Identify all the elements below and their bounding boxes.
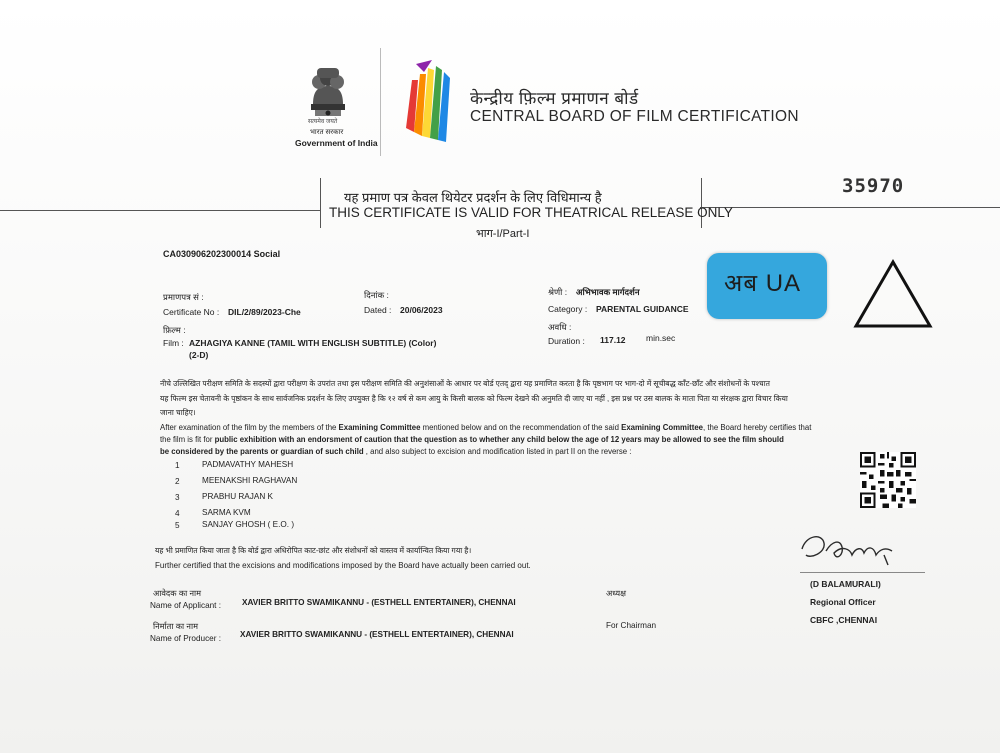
chairman-hindi: अध्यक्ष (606, 589, 626, 598)
ep-l2a: the film is fit for (160, 435, 215, 444)
serial-number: 35970 (842, 175, 905, 197)
cert-no-label: Certificate No : (163, 307, 220, 317)
committee-num-1: 1 (175, 461, 180, 470)
ep-l1c: mentioned below and on the recommendation of the said (420, 423, 622, 432)
committee-member-3: PRABHU RAJAN K (202, 492, 273, 501)
part-label: भाग-I/Part-I (476, 228, 530, 240)
ep-l3b: , and also subject to excision and modification listed in part II on the reverse : (363, 447, 632, 456)
duration-value: 117.12 (600, 335, 626, 345)
date-hindi-label: दिनांक : (364, 290, 389, 300)
header-divider (380, 48, 381, 156)
rating-badge-text: अब UA (724, 270, 802, 297)
validity-english: THIS CERTIFICATE IS VALID FOR THEATRICAL RELEASE ONLY (329, 205, 733, 220)
category-hindi-label: श्रेणी : (548, 287, 568, 297)
category-label: Category : (548, 304, 588, 314)
validity-hindi: यह प्रमाण पत्र केवल थियेटर प्रदर्शन के लिए विधिमान्य है (344, 190, 602, 205)
committee-num-3: 3 (175, 493, 180, 502)
date-value: 20/06/2023 (400, 305, 443, 315)
producer-label: Name of Producer : (150, 634, 221, 643)
producer-value: XAVIER BRITTO SWAMIKANNU - (ESTHELL ENTERTAINER), CHENNAI (240, 630, 514, 639)
duration-label: Duration : (548, 336, 585, 346)
hindi-paragraph-line3: जाना चाहिए। (160, 408, 196, 417)
english-paragraph-line2 (160, 435, 784, 444)
hindi-paragraph-line1: नीचे उल्लिखित परीक्षण समिति के सदस्यों द्वारा परीक्षण के उपरांत तथा इस परीक्षण समिति की अनुशंसाओं के आधार पर बोर्ड एतद् द्वारा यह प्रमाणित करता है कि पृष्ठभाग पर भाग-दो में सूचीबद्ध काँट-छाँट और संशोधनों के पश्चात (160, 379, 770, 388)
applicant-label: Name of Applicant : (150, 601, 221, 610)
signature-icon (796, 525, 906, 573)
committee-num-2: 2 (175, 477, 180, 486)
cert-no-value: DIL/2/89/2023-Che (228, 307, 301, 317)
hindi-paragraph-line2: यह फिल्म इस चेतावनी के पृष्ठांकन के साथ सार्वजनिक प्रदर्शन के लिए उपयुक्त है कि १२ वर्ष से कम आयु के किसी बालक को फिल्म देखने की अनुमति दी जाए या नहीं , इस प्रश्न पर उस बालक के माता पिता या संरक्षक द्वारा विचार किया (160, 394, 788, 403)
committee-member-5: SANJAY GHOSH ( E.O. ) (202, 520, 295, 529)
date-label: Dated : (364, 305, 392, 315)
bharat-sarkar-label: भारत सरकार (310, 129, 344, 136)
caution-triangle-icon (852, 258, 934, 330)
cert-no-hindi-label: प्रमाणपत्र सं : (163, 292, 204, 302)
film-label: Film : (163, 338, 184, 348)
board-name-hindi: केन्द्रीय फ़िल्म प्रमाणन बोर्ड (470, 89, 639, 108)
ep-l3a: be considered by the parents or guardian of such child (160, 447, 364, 456)
producer-hindi-label: निर्माता का नाम (153, 622, 198, 631)
committee-member-2: MEENAKSHI RAGHAVAN (202, 476, 298, 485)
ep-l2b: public exhibition with an endorsment of caution that the question as to whether any child below the age of 12 years may be allowed to see the film should (214, 435, 784, 444)
english-paragraph-line1 (160, 423, 811, 432)
government-of-india-label: Government of India (295, 138, 378, 148)
committee-member-4: SARMA KVM (202, 508, 251, 517)
duration-hindi-label: अवधि : (548, 322, 572, 332)
for-chairman: For Chairman (606, 621, 657, 630)
committee-member-1: PADMAVATHY MAHESH (202, 460, 294, 469)
officer-name: (D BALAMURALI) (810, 579, 881, 589)
officer-office: CBFC ,CHENNAI (810, 615, 878, 625)
ep-l1b: Examining Committee (338, 423, 421, 432)
signature-line (800, 572, 925, 573)
duration-unit: min.sec (646, 333, 676, 343)
board-name-english: CENTRAL BOARD OF FILM CERTIFICATION (470, 108, 799, 125)
ep-l1e: , the Board hereby certifies that (703, 423, 812, 432)
certificate-code: CA030906202300014 Social (163, 249, 281, 259)
committee-num-4: 4 (175, 509, 180, 518)
ep-l1d: Examining Committee (621, 423, 704, 432)
applicant-hindi-label: आवेदक का नाम (153, 589, 202, 598)
rule-right (700, 207, 1000, 208)
further-certified-hindi: यह भी प्रमाणित किया जाता है कि बोर्ड द्वारा अधिरोपित काट-छांट और संशोधनों को वास्तव में कार्यान्वित किया गया है। (155, 546, 472, 555)
committee-num-5: 5 (175, 521, 180, 530)
film-format: (2-D) (189, 350, 209, 360)
emblem-motto: सत्यमेव जयते (308, 119, 338, 125)
applicant-value: XAVIER BRITTO SWAMIKANNU - (ESTHELL ENTERTAINER), CHENNAI (242, 598, 516, 607)
category-value: PARENTAL GUIDANCE (596, 304, 689, 314)
further-certified-english: Further certified that the excisions and modifications imposed by the Board have actually been carried out. (155, 561, 531, 570)
cbfc-logo-icon (402, 58, 454, 146)
rule-left (0, 210, 320, 211)
officer-title: Regional Officer (810, 597, 876, 607)
film-title: AZHAGIYA KANNE (TAMIL WITH ENGLISH SUBTITLE) (Color) (189, 338, 437, 348)
qr-code-icon (860, 452, 916, 508)
english-paragraph-line3 (160, 447, 631, 456)
category-hindi-value: अभिभावक मार्गदर्शन (576, 287, 640, 297)
film-hindi-label: फ़िल्म : (163, 325, 186, 335)
ep-l1a: After examination of the film by the members of the (160, 423, 339, 432)
